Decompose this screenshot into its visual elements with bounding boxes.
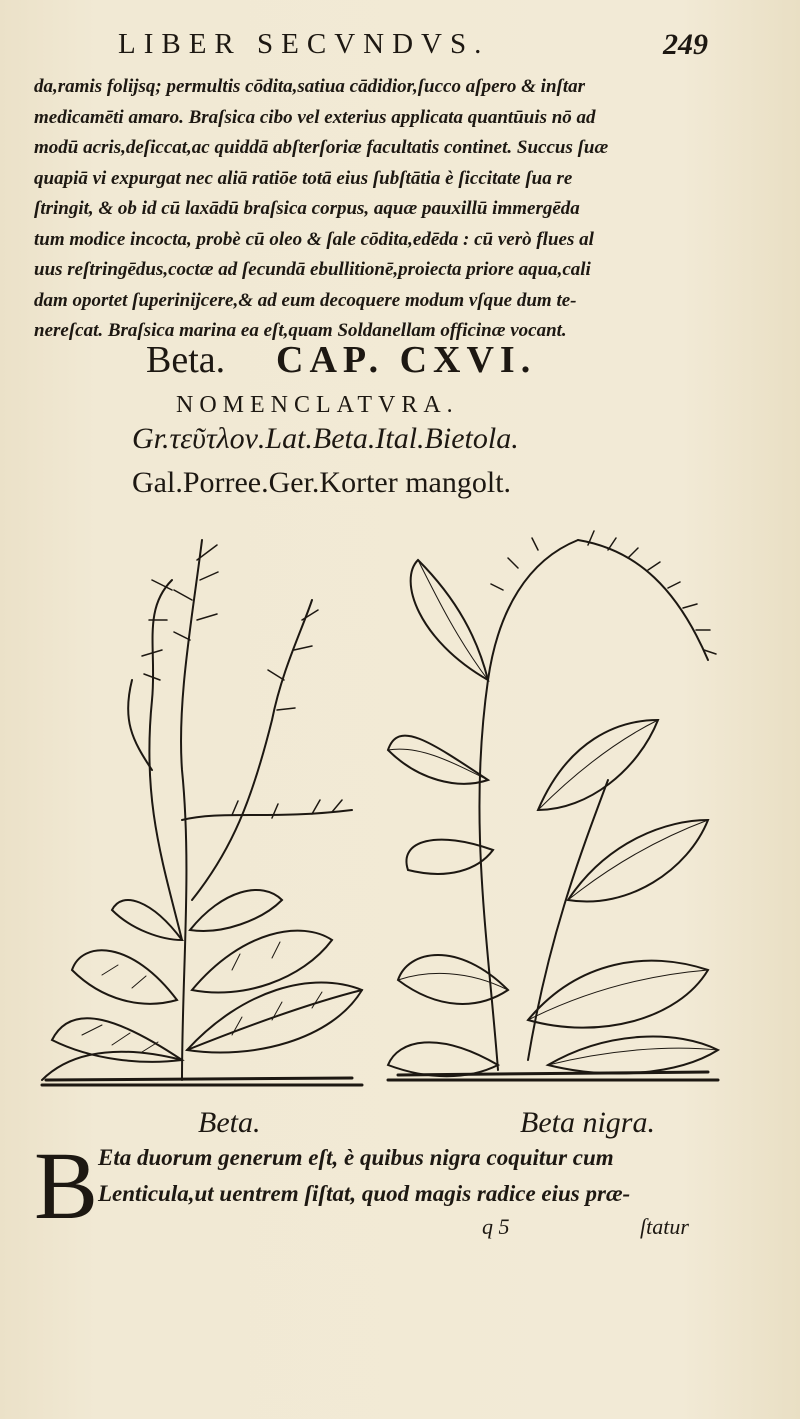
synonyms-line-1: Gr.τεῦτλον.Lat.Beta.Ital.Bietola. xyxy=(132,422,519,455)
text-line: tum modice incocta, probè cū oleo & ſale cōdita,edēda : cū verò flues al xyxy=(34,228,594,250)
synonyms-line-2: Gal.Porree.Ger.Korter mangolt. xyxy=(132,466,512,499)
running-head xyxy=(118,28,708,68)
text-line: modū acris,deſiccat,ac quiddā abſterſoriæ facultatis continet. Succus ſuæ xyxy=(34,137,609,158)
beta-nigra-woodcut-illustration xyxy=(378,520,726,1098)
text-line: ſtringit, & ob id cū laxādū braſsica corpus, aquæ pauxillū immergēda xyxy=(34,198,580,219)
running-title: LIBER SECVNDVS. xyxy=(118,28,490,60)
nomenclatura-heading: NOMENCLATVRA. xyxy=(176,392,459,418)
paragraph xyxy=(98,1140,718,1212)
text-line: dam oportet ſuperinijcere,& ad eum decoquere modum vſque dum te- xyxy=(34,289,577,311)
paragraph-line: Eta duorum generum eſt, è quibus nigra coquitur cum xyxy=(98,1145,614,1170)
folio-number: 249 xyxy=(663,28,708,61)
figure-caption-beta-nigra: Beta nigra. xyxy=(520,1106,655,1139)
catchword: ſtatur xyxy=(640,1214,689,1239)
beta-woodcut-illustration xyxy=(32,520,378,1098)
text-line: da,ramis folijsq; permultis cōdita,satiua cādidior,ſucco aſpero & inſtar xyxy=(34,76,586,97)
text-line: medicamēti amaro. Braſsica cibo vel exterius applicata quantūuis nō ad xyxy=(34,106,596,128)
text-line: quapiā vi expurgat nec aliā ratiōe totā eius ſubſtātia è ſiccitate ſua re xyxy=(34,167,573,189)
signature-mark: q 5 xyxy=(482,1214,510,1239)
body-text xyxy=(34,72,714,347)
chapter-heading xyxy=(146,338,706,388)
chapter-name: Beta. xyxy=(146,339,226,381)
text-line: nereſcat. Braſsica marina ea eſt,quam Soldanellam officinæ vocant. xyxy=(34,320,567,341)
figure-caption-beta: Beta. xyxy=(198,1106,261,1139)
text-line: uus reſtringēdus,coctæ ad ſecundā ebullitionē,proiecta priore aqua,cali xyxy=(34,259,591,280)
paragraph-line: Lenticula,ut uentrem ſiſtat, quod magis radice eius præ- xyxy=(98,1181,631,1206)
chapter-number: CAP. CXVI. xyxy=(276,339,537,381)
decorated-initial: B xyxy=(34,1132,99,1239)
